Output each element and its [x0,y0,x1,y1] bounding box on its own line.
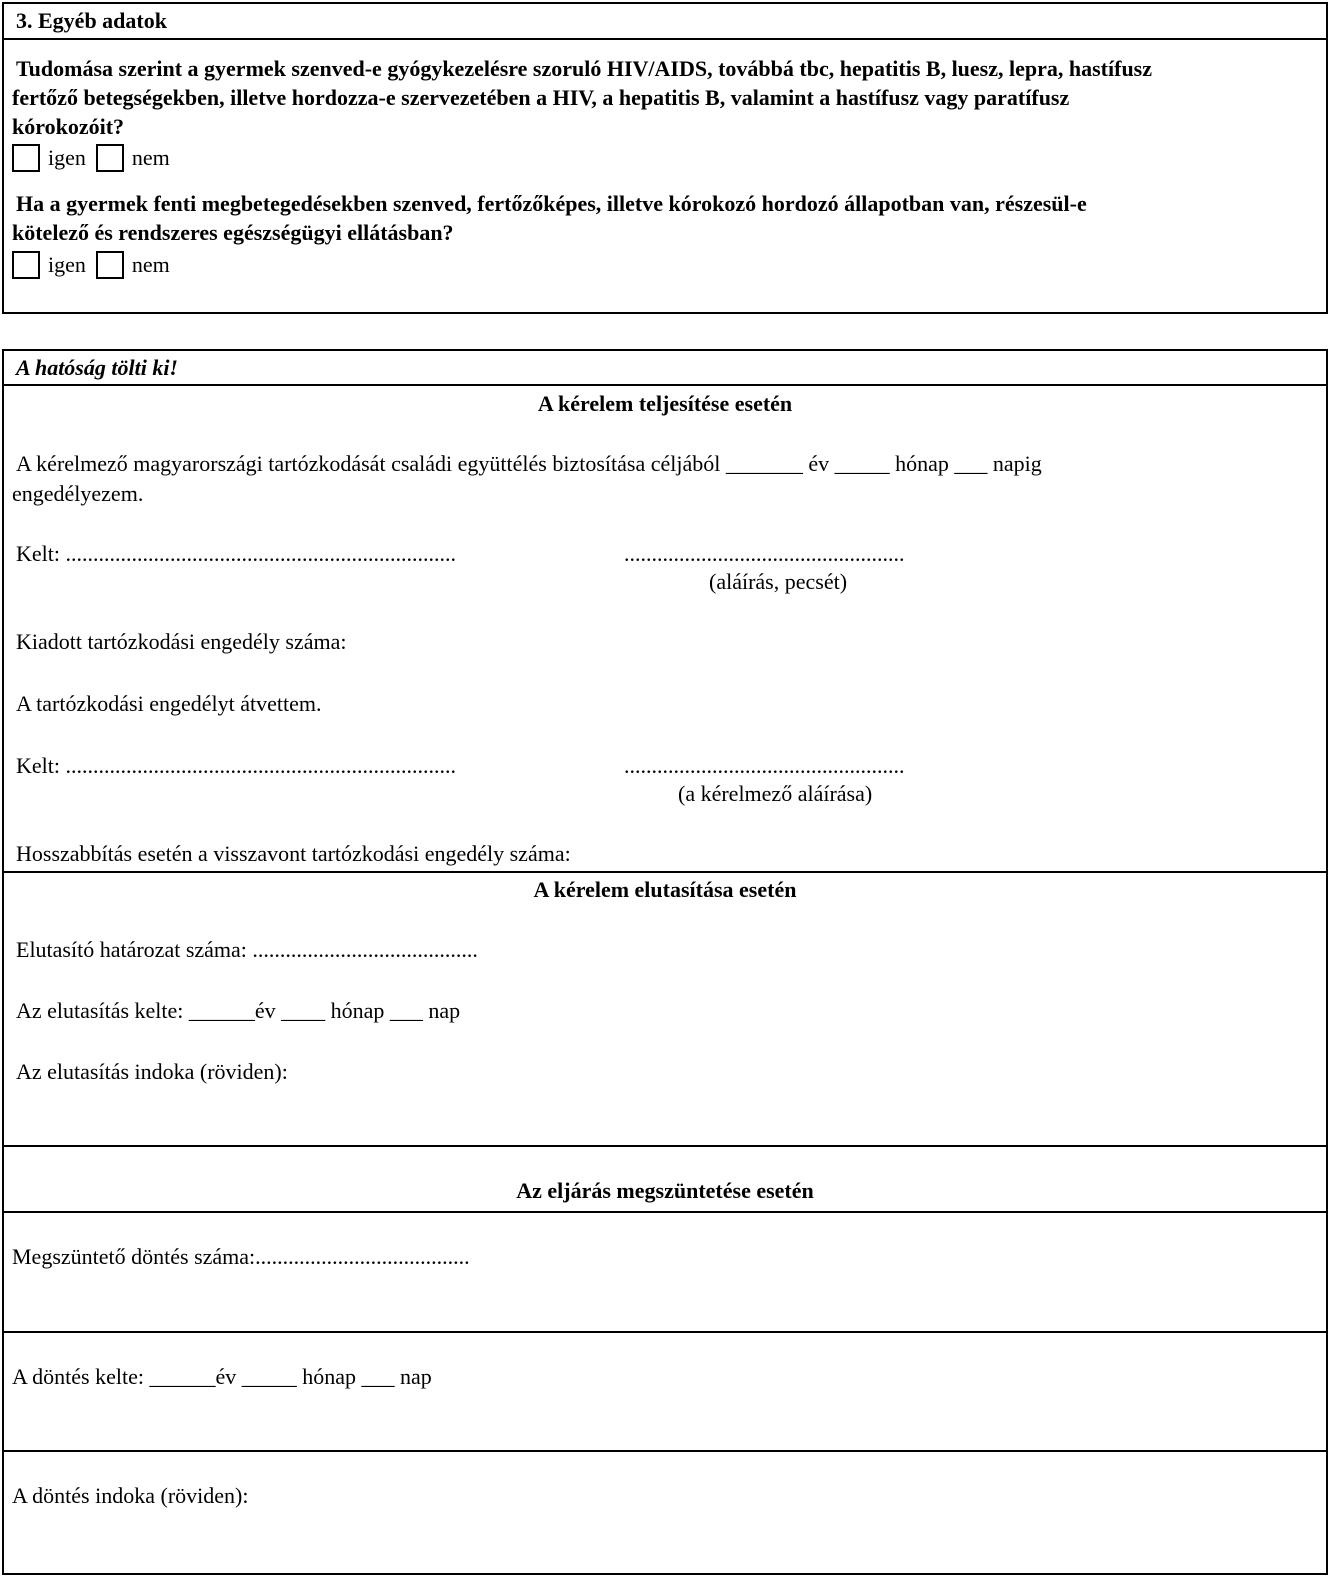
divider [4,38,1326,40]
question2-yes-label: igen [48,251,86,277]
signature-line-1[interactable]: ................................................... [624,541,905,566]
signature-line-2[interactable]: ................................................... [624,753,905,778]
divider [4,384,1326,386]
question2-line2: kötelező és rendszeres egészségügyi ellátásban? [12,220,454,245]
question2-no-checkbox[interactable] [96,251,124,279]
question1-line3: kórokozóit? [12,114,125,139]
granted-section-title: A kérelem teljesítése esetén [537,391,793,416]
permit-text-line2: engedélyezem. [12,481,144,506]
question1-options [12,141,180,173]
divider [4,1331,1326,1333]
divider [4,1450,1326,1452]
question1-yes-checkbox[interactable] [12,144,40,172]
divider [4,871,1326,873]
signature-caption-2: (a kérelmező aláírása) [678,781,873,806]
termination-reason-label: A döntés indoka (röviden): [12,1483,249,1508]
date-field-1[interactable]: Kelt: ....................................................................... [16,541,456,566]
signature-caption-1: (aláírás, pecsét) [709,569,848,594]
question2-no-label: nem [131,251,170,277]
question1-line2: fertőző betegségekben, illetve hordozza-e szervezetében a HIV, a hepatitis B, valamint a hastífusz vagy paratífusz [12,85,1070,110]
question2-options [12,248,180,280]
authority-box [2,349,1328,1575]
permit-received-text: A tartózkodási engedélyt átvettem. [16,691,322,716]
permit-text-line1: A kérelmező magyarországi tartózkodását családi együttélés biztosítása céljából _______ év _____ hónap ___ napig [16,451,1042,476]
question1-no-label: nem [131,144,170,170]
terminated-section-title: Az eljárás megszüntetése esetén [516,1178,814,1203]
question1-no-checkbox[interactable] [96,144,124,172]
divider [4,1145,1326,1147]
section3-title: 3. Egyéb adatok [16,8,167,33]
termination-date-field[interactable]: A döntés kelte: ______év _____ hónap ___ nap [12,1364,432,1389]
authority-header: A hatóság tölti ki! [16,355,178,380]
rejection-date-field[interactable]: Az elutasítás kelte: ______év ____ hónap ___ nap [16,998,461,1023]
rejection-reason-label: Az elutasítás indoka (röviden): [16,1059,288,1084]
question1-yes-label: igen [48,144,86,170]
termination-number-field[interactable]: Megszüntető döntés száma:....................................... [12,1244,470,1269]
section3-box [2,2,1328,314]
rejection-number-field[interactable]: Elutasító határozat száma: ......................................... [16,937,478,962]
question1-line1: Tudomása szerint a gyermek szenved-e gyógykezelésre szoruló HIV/AIDS, továbbá tbc, hepatitis B, luesz, lepra, hastífusz [16,56,1153,81]
permit-number-label: Kiadott tartózkodási engedély száma: [16,629,347,654]
question2-line1: Ha a gyermek fenti megbetegedésekben szenved, fertőzőképes, illetve kórokozó hordozó állapotban van, részesül-e [16,191,1087,216]
extension-permit-label: Hosszabbítás esetén a visszavont tartózkodási engedély száma: [16,841,571,866]
rejected-section-title: A kérelem elutasítása esetén [533,877,797,902]
question2-yes-checkbox[interactable] [12,251,40,279]
date-field-2[interactable]: Kelt: ....................................................................... [16,753,456,778]
divider [4,1211,1326,1213]
